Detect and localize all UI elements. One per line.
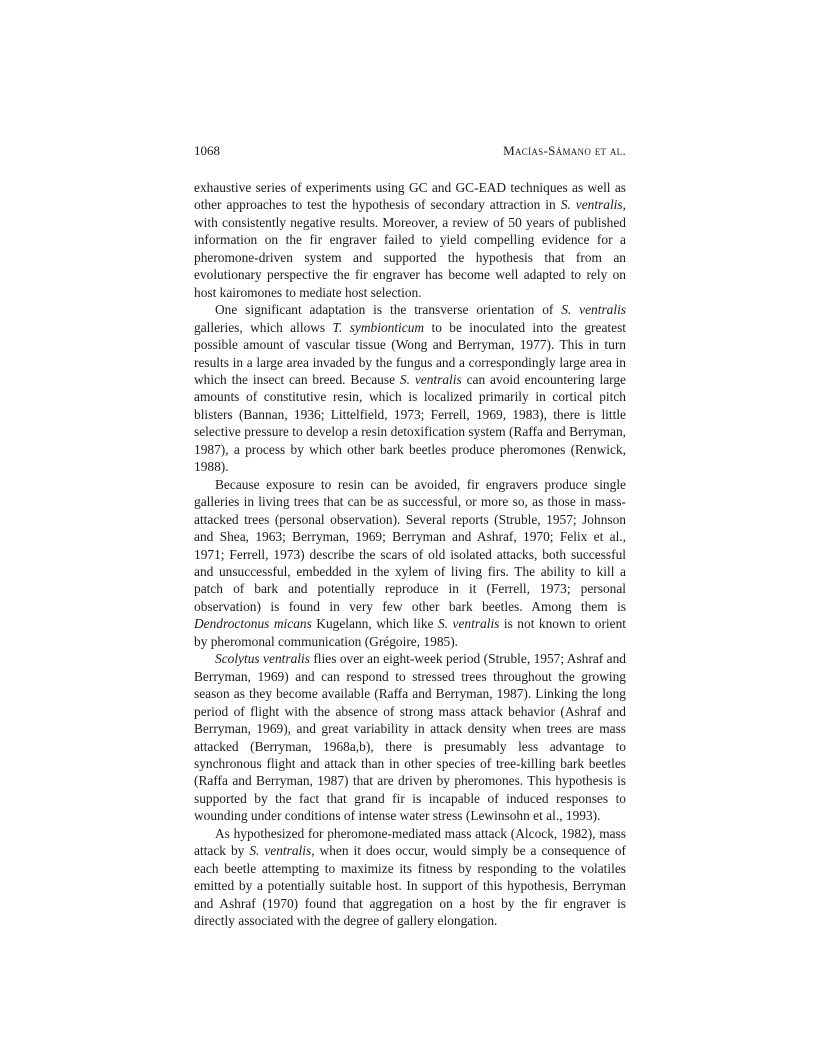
- italic-term: S. ventralis: [561, 302, 626, 318]
- text-run: , when it does occur, would simply be a consequence of each beetle attempting to maximize its fitness by responding to the volatiles emitted by a potentially suitable host. In support of this hypothesis, Berryman and Ashraf (1970) found that aggregation on a host by the fir engraver is directly associated with the degree of gallery elongation.: [194, 843, 626, 929]
- page-number: 1068: [194, 143, 220, 158]
- text-run: to be inoculated into the greatest possible amount of vascular tissue (Wong and Berryman, 1977). This in turn results in a large area invaded by the fungus and a correspondingly large area in which the insect can breed. Because: [194, 319, 627, 387]
- italic-term: S. ventralis: [399, 371, 462, 387]
- paragraph: [194, 650, 626, 825]
- italic-term: T. symbionticum: [332, 319, 425, 335]
- italic-term: Scolytus ventralis: [215, 651, 310, 667]
- text-run: As hypothesized for pheromone-mediated mass attack (Alcock, 1982), mass attack by: [194, 825, 626, 859]
- text-run: One significant adaptation is the transverse orientation of: [215, 302, 562, 318]
- italic-term: Dendroctonus micans: [194, 616, 312, 632]
- text-run: Because exposure to resin can be avoided, fir engravers produce single galleries in living trees that can be as successful, or more so, as those in mass-attacked trees (personal observation). Several reports (Struble, 1957; Johnson and Shea, 1963; Berryman, 1969; Berryman and Ashraf, 1970; Felix et al., 1971; Ferrell, 1973) describe the scars of old isolated attacks, both successful and unsuccessful, embedded in the xylem of living firs. The ability to kill a patch of bark and potentially reproduce in it (Ferrell, 1973; personal observation) is found in very few other bark beetles. Among them is: [194, 476, 626, 614]
- italic-term: S. ventralis: [437, 616, 500, 632]
- text-run: exhaustive series of experiments using GC and GC-EAD techniques as well as other approaches to test the hypothesis of secondary attraction in: [194, 180, 626, 213]
- paragraph: [194, 825, 626, 930]
- body-text: [194, 179, 626, 929]
- italic-term: S. ventralis: [249, 843, 312, 859]
- paragraph: [194, 301, 626, 476]
- running-head: Macías-Sámano et al.: [503, 143, 626, 158]
- page-header: [194, 143, 626, 163]
- paragraph: [194, 179, 626, 301]
- text-run: is not known to orient by pheromonal communication (Grégoire, 1985).: [194, 616, 626, 649]
- text-run: can avoid encountering large amounts of constitutive resin, which is localized primarily in cortical pitch blisters (Bannan, 1936; Littelfield, 1973; Ferrell, 1969, 1983), there is little selective pressure to develop a resin detoxification system (Raffa and Berryman, 1987), a process by which other bark beetles produce pheromones (Renwick, 1988).: [194, 371, 626, 475]
- text-run: Kugelann, which like: [311, 616, 438, 632]
- paragraph: [194, 476, 626, 651]
- text-run: flies over an eight-week period (Struble, 1957; Ashraf and Berryman, 1969) and can respond to stressed trees throughout the growing season as they become available (Raffa and Berryman, 1987). Linking the long period of flight with the absence of strong mass attack behavior (Ashraf and Berryman, 1969), and great variability in attack density when trees are mass attacked (Berryman, 1968a,b), there is presumably less advantage to synchronous flight and attack than in other species of tree-killing bark beetles (Raffa and Berryman, 1987) that are driven by pheromones. This hypothesis is supported by the fact that grand fir is incapable of induced responses to wounding under conditions of intense water stress (Lewinsohn et al., 1993).: [194, 651, 626, 824]
- italic-term: S. ventralis: [560, 197, 623, 213]
- text-run: , with consistently negative results. Moreover, a review of 50 years of published information on the fir engraver failed to yield compelling evidence for a pheromone-driven system and supported the hypothesis that from an evolutionary perspective the fir engraver has become well adapted to rely on host kairomones to mediate host selection.: [194, 197, 626, 300]
- text-run: galleries, which allows: [194, 319, 333, 335]
